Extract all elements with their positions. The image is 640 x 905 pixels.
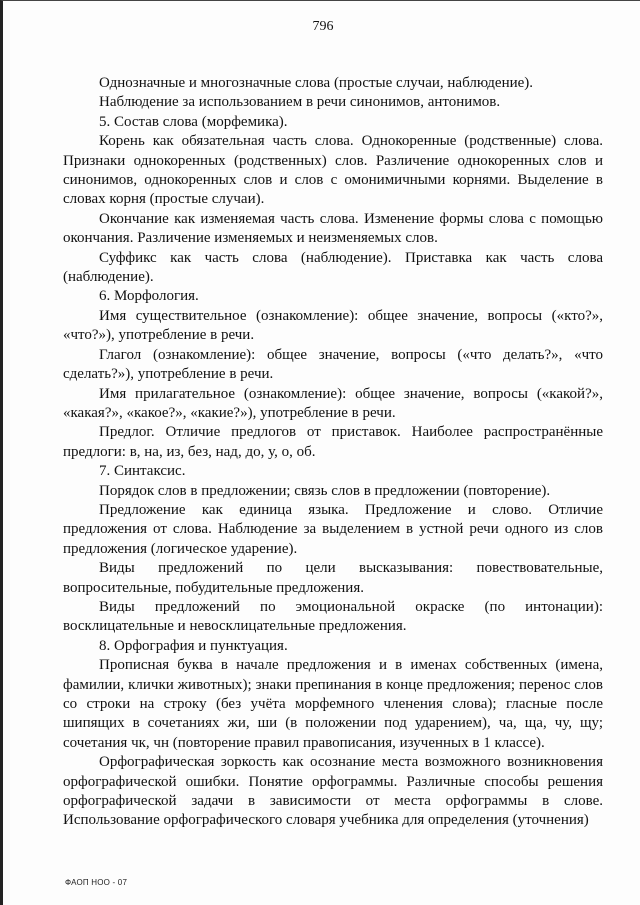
paragraph: Прописная буква в начале предложения и в именах собственных (имена, фамилии, клички животных); знаки препинания в конце предложения; перенос слов со строки на строку (без учёта морфемного членения слова); гласные после шипящих в сочетаниях жи, ши (в положении под ударением), ча, ща, чу, щу; сочетания чк, чн (повторение правил правописания, изученных в 1 классе).: [63, 657, 603, 751]
paragraph: Орфографическая зоркость как осознание места возможного возникновения орфографической ошибки. Понятие орфограммы. Различные способы решения орфографической задачи в зависимости от места орфограммы в слове. Использование орфографического словаря учебника для определения (уточнения): [63, 754, 603, 829]
paragraph: Наблюдение за использованием в речи синонимов, антонимов.: [99, 94, 501, 111]
paragraph: Виды предложений по эмоциональной окраске (по интонации): восклицательные и невосклицательные предложения.: [63, 598, 603, 635]
section-heading: 5. Состав слова (морфемика).: [99, 113, 288, 130]
page-number: 796: [312, 19, 334, 34]
section-heading: 8. Орфография и пунктуация.: [99, 637, 288, 654]
paragraph: Имя прилагательное (ознакомление): общее значение, вопросы («какой?», «какая?», «какое?», «какие?»), употребление в речи.: [63, 385, 603, 421]
paragraph: Порядок слов в предложении; связь слов в предложении (повторение).: [99, 482, 551, 499]
paragraph: Глагол (ознакомление): общее значение, вопросы («что делать?», «что сделать?»), употребление в речи.: [63, 346, 603, 383]
paragraph: Суффикс как часть слова (наблюдение). Приставка как часть слова (наблюдение).: [63, 249, 603, 286]
footer-code: ФАОП НОО - 07: [65, 878, 128, 887]
paragraph: Предложение как единица языка. Предложение и слово. Отличие предложения от слова. Наблюдение за выделением в устной речи одного из слов предложения (логическое ударение).: [63, 501, 603, 557]
section-heading: 7. Синтаксис.: [99, 463, 186, 480]
paragraph: Виды предложений по цели высказывания: повествовательные, вопросительные, побудительные предложения.: [63, 560, 603, 596]
section-heading: 6. Морфология.: [99, 288, 199, 305]
paragraph: Окончание как изменяемая часть слова. Изменение формы слова с помощью окончания. Различение изменяемых и неизменяемых слов.: [63, 210, 603, 247]
paragraph: Предлог. Отличие предлогов от приставок. Наиболее распространённые предлоги: в, на, из, без, над, до, у, о, об.: [63, 424, 603, 460]
paragraph: Корень как обязательная часть слова. Однокоренные (родственные) слова. Признаки однокоренных (родственных) слов. Различение однокоренных слов и синонимов, однокоренных слов и слов с омонимичными корнями. Выделение в словах корня (простые случаи).: [63, 133, 603, 208]
paragraph: Имя существительное (ознакомление): общее значение, вопросы («кто?», «что?»), употребление в речи.: [63, 307, 603, 344]
paragraph: Однозначные и многозначные слова (простые случаи, наблюдение).: [99, 75, 534, 91]
document-body: [63, 74, 603, 831]
